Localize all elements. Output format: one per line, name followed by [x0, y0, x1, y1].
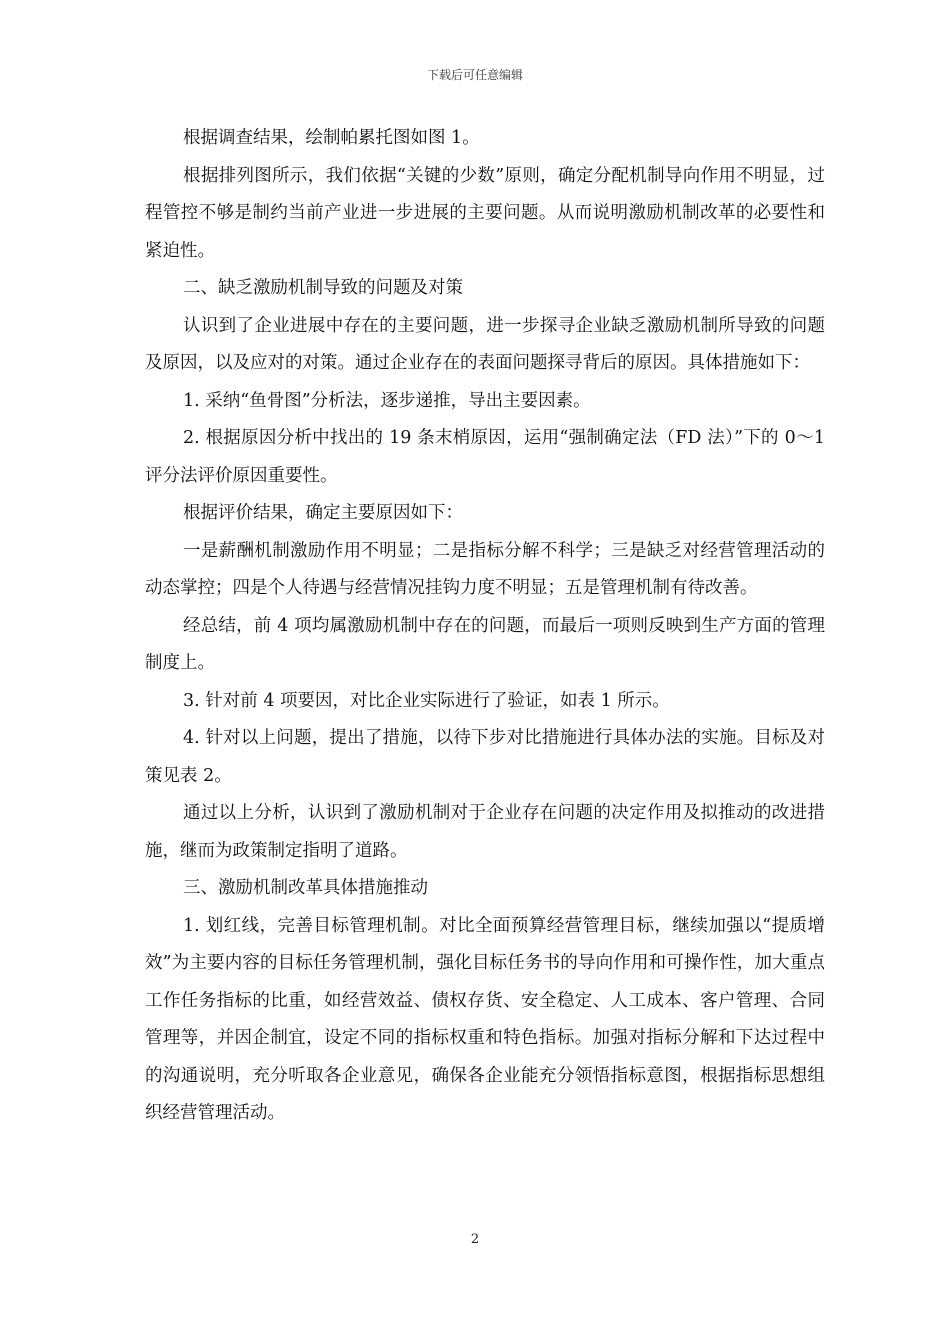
list-item: 1. 采纳“鱼骨图”分析法，逐步递推，导出主要因素。 [183, 390, 591, 411]
list-item: 4. 针对以上问题，提出了措施，以待下步对比措施进行具体办法的实施。目标及对策见表 2。 [145, 728, 825, 786]
paragraph: 经总结，前 4 项均属激励机制中存在的问题，而最后一项则反映到生产方面的管理制度上。 [145, 615, 825, 673]
list-item: 2. 根据原因分析中找出的 19 条末梢原因，运用“强制确定法（FD 法）”下的 0～1 评分法评价原因重要性。 [145, 428, 825, 486]
paragraph: 一是薪酬机制激励作用不明显；二是指标分解不科学；三是缺乏对经营管理活动的动态掌控；四是个人待遇与经营情况挂钩力度不明显；五是管理机制有待改善。 [145, 540, 825, 598]
section-heading: 三、激励机制改革具体措施推动 [183, 878, 428, 898]
paragraph: 根据排列图所示，我们依据“关键的少数”原则，确定分配机制导向作用不明显，过程管控不够是制约当前产业进一步进展的主要问题。从而说明激励机制改革的必要性和紧迫性。 [145, 165, 825, 261]
page-header: 下载后可任意编辑 [426, 68, 523, 82]
section-heading: 二、缺乏激励机制导致的问题及对策 [183, 278, 463, 298]
list-item: 1. 划红线，完善目标管理机制。对比全面预算经营管理目标，继续加强以“提质增效”为主要内容的目标任务管理机制，强化目标任务书的导向作用和可操作性，加大重点工作任务指标的比重，如经营效益、债权存货、安全稳定、人工成本、客户管理、合同管理等，并因企制宜，设定不同的指标权重和特色指标。加强对指标分解和下达过程中的沟通说明，充分听取各企业意见，确保各企业能充分领悟指标意图，根据指标思想组织经营管理活动。 [145, 915, 825, 1123]
list-item: 3. 针对前 4 项要因，对比企业实际进行了验证，如表 1 所示。 [183, 690, 670, 711]
paragraph: 通过以上分析，认识到了激励机制对于企业存在问题的决定作用及拟推动的改进措施，继而为政策制定指明了道路。 [145, 803, 825, 861]
paragraph: 根据评价结果，确定主要原因如下： [183, 503, 463, 523]
paragraph: 认识到了企业进展中存在的主要问题，进一步探寻企业缺乏激励机制所导致的问题及原因，以及应对的对策。通过企业存在的表面问题探寻背后的原因。具体措施如下： [145, 315, 825, 373]
paragraph: 根据调查结果，绘制帕累托图如图 1。 [183, 128, 480, 148]
document-body [145, 120, 825, 1133]
page-number: 2 [470, 1232, 480, 1247]
